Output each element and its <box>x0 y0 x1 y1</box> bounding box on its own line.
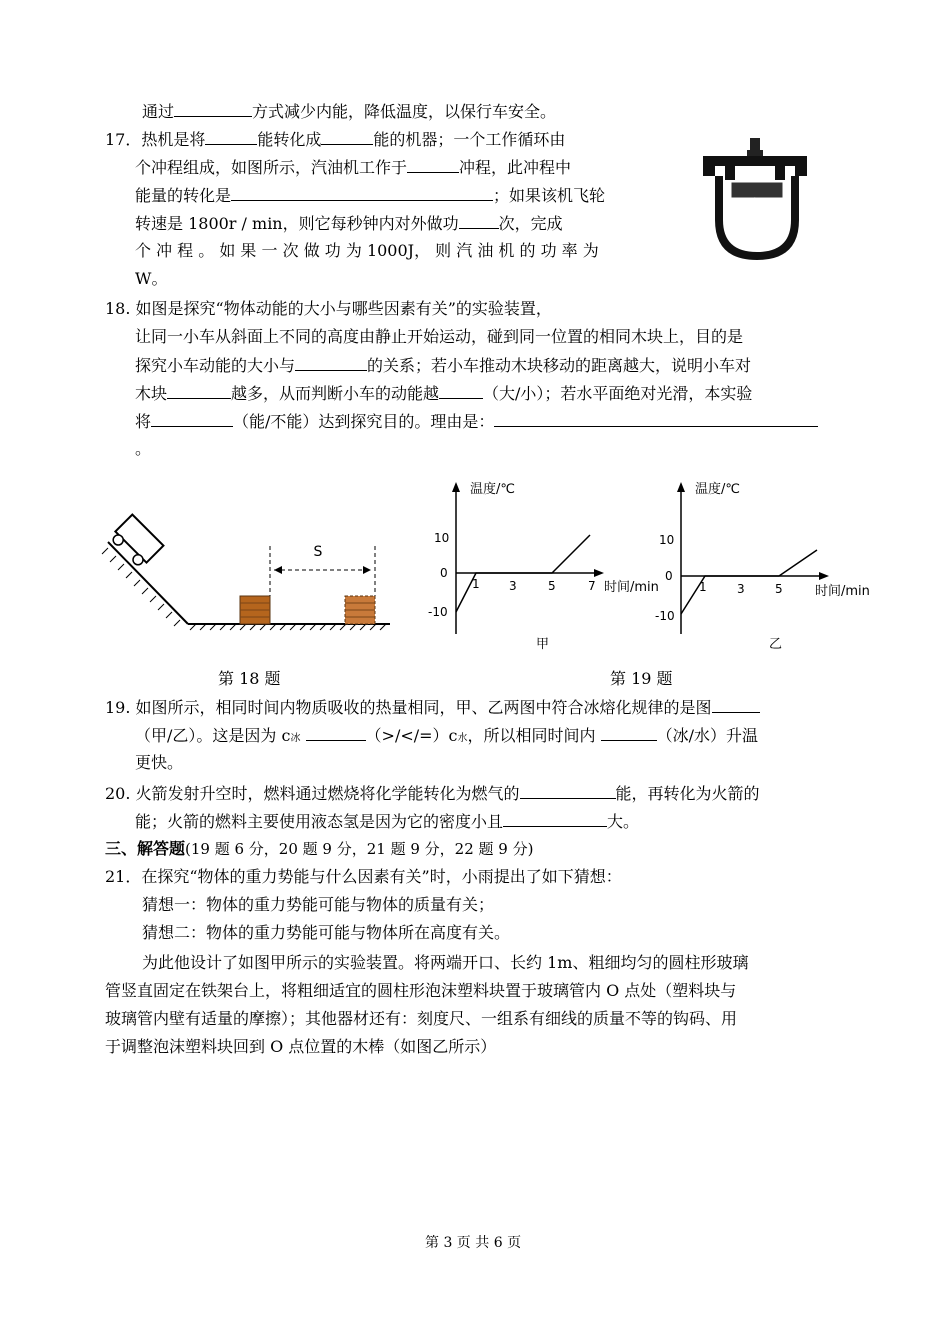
arrow-up-icon <box>762 206 768 216</box>
fig18-diagram <box>100 510 400 635</box>
fig18-caption: 第 18 题 <box>218 669 281 688</box>
fig19-caption: 第 19 题 <box>610 669 673 688</box>
q21-line-1: 21．在探究“物体的重力势能与什么因素有关”时，小雨提出了如下猜想： <box>105 867 622 886</box>
y-tick-label: -10 <box>428 605 448 619</box>
answer-blank[interactable] <box>601 724 657 741</box>
answer-blank[interactable] <box>151 410 233 427</box>
answer-blank[interactable] <box>494 410 818 427</box>
q18-line-1: 18. 如图是探究“物体动能的大小与哪些因素有关”的实验装置， <box>105 299 552 318</box>
q17-line-1: 17．热机是将 能转化成 能的机器；一个工作循环由 <box>105 130 566 149</box>
q21-line-2: 猜想一：物体的重力势能可能与物体的质量有关； <box>142 895 495 914</box>
x-tick-label: 5 <box>775 582 783 596</box>
y-axis-label: 温度/℃ <box>470 482 515 497</box>
q21-line-6: 玻璃管内壁有适量的摩擦）；其他器材还有：刻度尺、一组系有细线的质量不等的钩码、用 <box>105 1009 738 1028</box>
spark-plug <box>750 138 760 150</box>
q20-line-2: 能；火箭的燃料主要使用液态氢是因为它的密度小且 大。 <box>135 812 640 831</box>
answer-blank[interactable] <box>174 100 252 117</box>
q21-line-5: 管竖直固定在铁架台上，将粗细适宜的圆柱形泡沫塑料块置于玻璃管内 O 点处（塑料块与 <box>105 981 737 1000</box>
engine-figure <box>695 136 825 266</box>
q19-line-3: 更快。 <box>135 753 184 772</box>
q21-line-4: 为此他设计了如图甲所示的实验装置。将两端开口、长约 1m、粗细均匀的圆柱形玻璃 <box>142 953 749 972</box>
x-tick-label: 3 <box>737 582 745 596</box>
answer-blank[interactable] <box>503 810 607 827</box>
piston <box>731 182 783 198</box>
answer-blank[interactable] <box>295 354 367 371</box>
answer-blank[interactable] <box>167 382 231 399</box>
q18-line-3: 探究小车动能的大小与 的关系；若小车推动木块移动的距离越大，说明小车对 <box>135 356 752 375</box>
q18-line-6: 。 <box>135 439 152 458</box>
q18-line-2: 让同一小车从斜面上不同的高度由静止开始运动，碰到同一位置的相同木块上，目的是 <box>135 327 744 346</box>
y-tick-label: 10 <box>659 533 675 547</box>
x-tick-label: 1 <box>699 580 707 594</box>
fig19-graph-jia <box>420 476 675 661</box>
q16-line: 通过 方式减少内能，降低温度，以保行车安全。 <box>142 102 557 121</box>
connecting-rod <box>745 198 757 236</box>
x-axis-label: 时间/min <box>815 584 870 599</box>
answer-blank[interactable] <box>712 696 760 713</box>
y-axis-label: 温度/℃ <box>695 482 740 497</box>
section-note: (19 题 6 分，20 题 9 分，21 题 9 分，22 题 9 分) <box>185 840 534 858</box>
q17-line-2: 个冲程组成，如图所示，汽油机工作于 冲程，此冲程中 <box>135 158 572 177</box>
q20-line-1: 20. 火箭发射升空时，燃料通过燃烧将化学能转化为燃气的 能，再转化为火箭的 <box>105 784 760 803</box>
intake-valve <box>725 166 735 180</box>
y-tick-label: -10 <box>655 609 675 623</box>
x-tick-label: 3 <box>509 579 517 593</box>
answer-blank[interactable] <box>231 184 493 201</box>
x-axis-label: 时间/min <box>604 580 659 595</box>
x-tick-label: 1 <box>472 577 480 591</box>
answer-blank[interactable] <box>520 782 616 799</box>
y-tick-label: 0 <box>665 569 673 583</box>
distance-label: S <box>313 544 323 560</box>
answer-blank[interactable] <box>439 382 483 399</box>
q21-line-3: 猜想二：物体的重力势能可能与物体所在高度有关。 <box>142 923 511 942</box>
graph-name: 甲 <box>536 637 550 652</box>
y-tick-label: 0 <box>440 566 448 580</box>
cart <box>109 515 163 569</box>
answer-blank[interactable] <box>306 724 366 741</box>
answer-blank[interactable] <box>407 156 459 173</box>
q17-line-6: W。 <box>135 269 168 288</box>
q19-line-2: （甲/乙）。这是因为 c冰 （>/</=）c水，所以相同时间内 （冰/水）升温 <box>135 726 759 745</box>
page-footer: 第 3 页 共 6 页 <box>425 1235 522 1251</box>
section-title: 三、解答题 <box>105 839 186 858</box>
q17-line-3: 能量的转化是 ；如果该机飞轮 <box>135 186 606 205</box>
y-tick-label: 10 <box>434 531 450 545</box>
answer-blank[interactable] <box>459 212 499 229</box>
q18-line-5: 将 （能/不能）达到探究目的。理由是： <box>135 410 818 433</box>
q21-line-7: 于调整泡沫塑料块回到 O 点位置的木棒（如图乙所示） <box>105 1037 497 1056</box>
answer-blank[interactable] <box>321 128 373 145</box>
fig19-graph-yi <box>645 476 900 661</box>
section-heading <box>105 838 533 860</box>
cylinder-head <box>703 156 807 176</box>
graph-name: 乙 <box>769 637 783 652</box>
q18-line-4: 木块 越多，从而判断小车的动能越 （大/小）；若水平面绝对光滑，本实验 <box>135 384 753 403</box>
q17-line-4: 转速是 1800r / min，则它每秒钟内对外做功 次，完成 <box>135 214 563 233</box>
exhaust-valve <box>775 166 785 180</box>
x-tick-label: 5 <box>548 579 556 593</box>
q17-line-5: 个 冲 程 。 如 果 一 次 做 功 为 1000J， 则 汽 油 机 的 功 率 为 <box>135 241 599 260</box>
answer-blank[interactable] <box>205 128 257 145</box>
q19-line-1: 19. 如图所示，相同时间内物质吸收的热量相同，甲、乙两图中符合冰熔化规律的是图 <box>105 696 760 719</box>
x-tick-label: 7 <box>588 579 596 593</box>
temperature-curve <box>681 550 817 614</box>
